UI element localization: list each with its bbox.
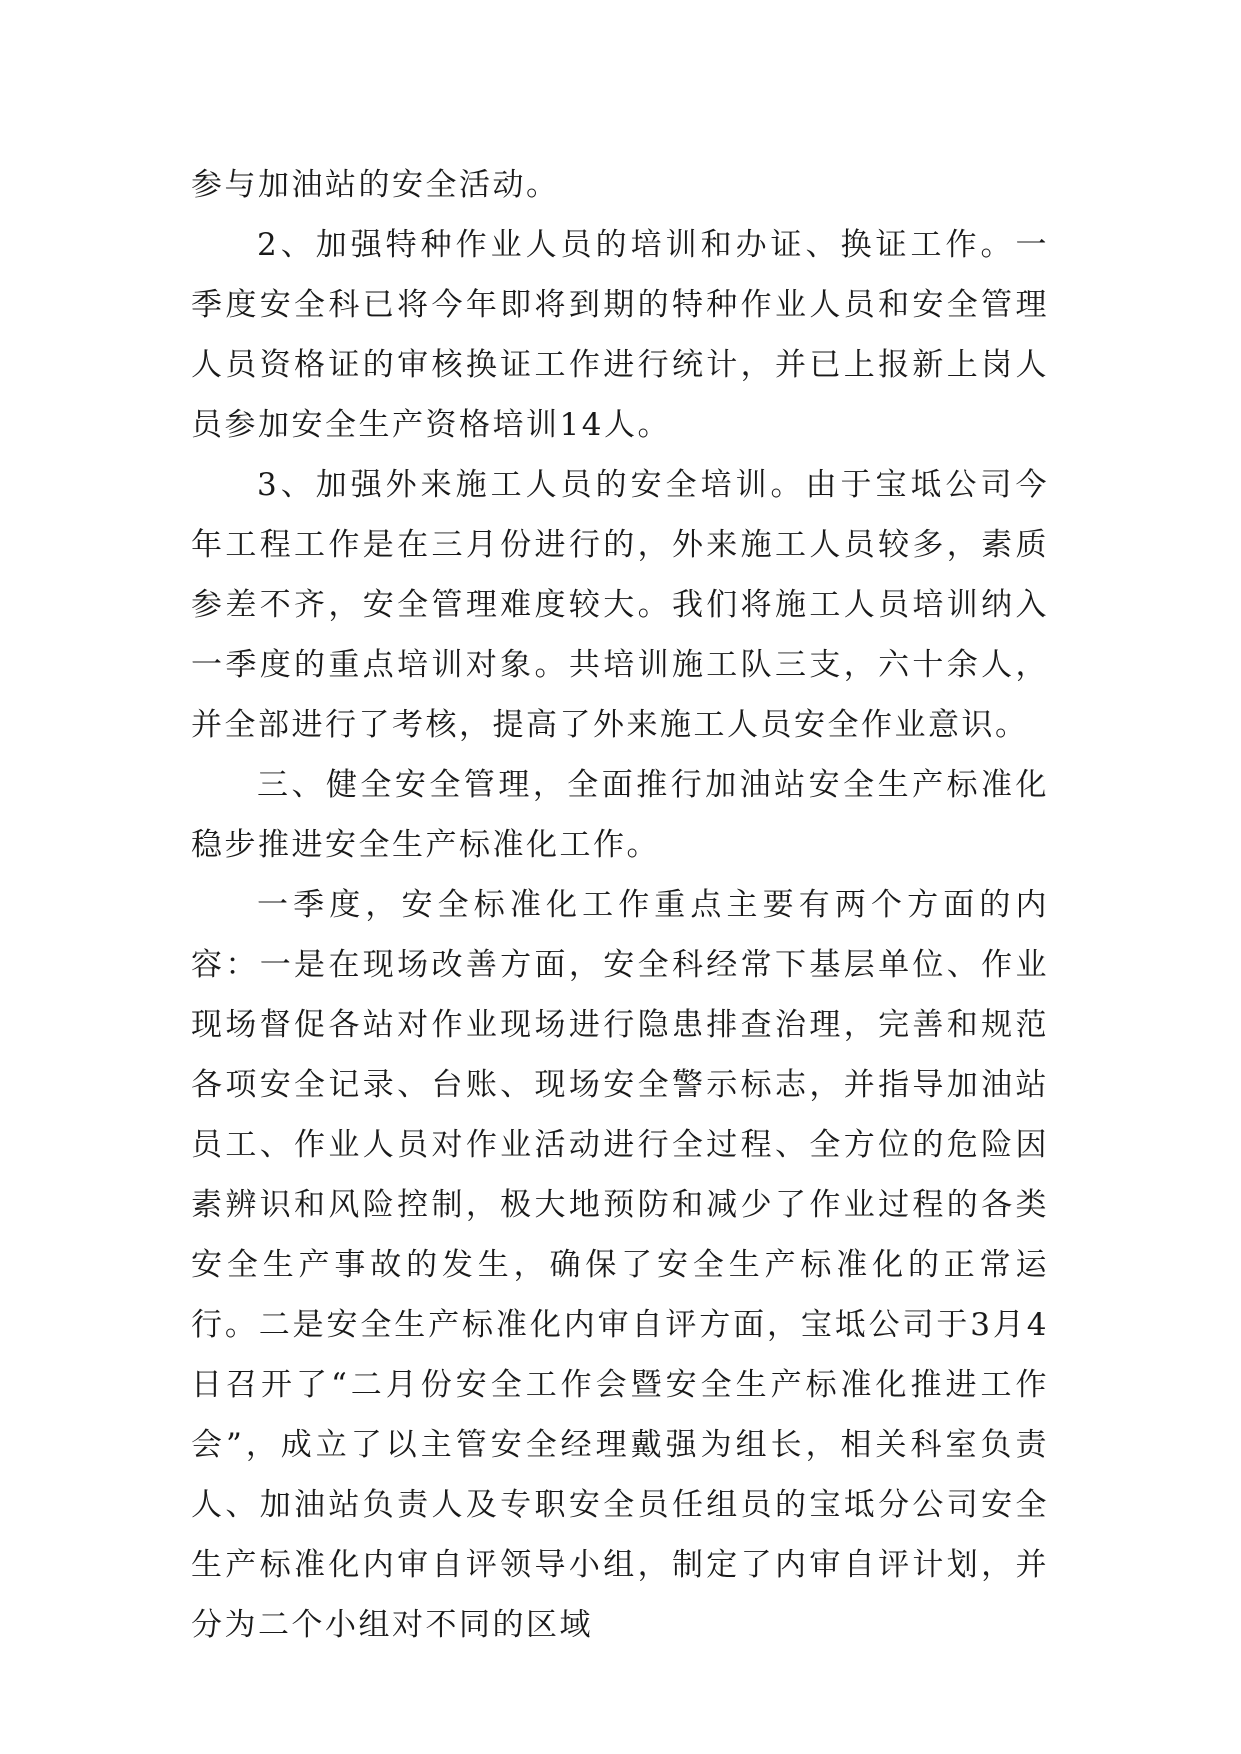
paragraph-continuation: 参与加油站的安全活动。 [191,167,560,203]
paragraph-special-worker-training: 2、加强特种作业人员的培训和办证、换证工作。一季度安全科已将今年即将到期的特种作业人员和安全管理人员资格证的审核换证工作进行统计，并已上报新上岗人员参加安全生产资格培训14人。 [191,227,1049,443]
paragraph-contractor-training: 3、加强外来施工人员的安全培训。由于宝坻公司今年工程工作是在三月份进行的，外来施工人员较多，素质参差不齐，安全管理难度较大。我们将施工人员培训纳入一季度的重点培训对象。共培训施工队三支，六十余人，并全部进行了考核，提高了外来施工人员安全作业意识。 [191,467,1049,743]
document-body [191,155,1049,1655]
section-heading-safety-management: 三、健全安全管理，全面推行加油站安全生产标准化稳步推进安全生产标准化工作。 [191,767,1049,863]
paragraph-standardization-work: 一季度，安全标准化工作重点主要有两个方面的内容：一是在现场改善方面，安全科经常下基层单位、作业现场督促各站对作业现场进行隐患排查治理，完善和规范各项安全记录、台账、现场安全警示标志，并指导加油站员工、作业人员对作业活动进行全过程、全方位的危险因素辨识和风险控制，极大地预防和减少了作业过程的各类安全生产事故的发生，确保了安全生产标准化的正常运行。二是安全生产标准化内审自评方面，宝坻公司于3月4日召开了“二月份安全工作会暨安全生产标准化推进工作会”，成立了以主管安全经理戴强为组长，相关科室负责人、加油站负责人及专职安全员任组员的宝坻分公司安全生产标准化内审自评领导小组，制定了内审自评计划，并分为二个小组对不同的区域 [191,887,1049,1643]
